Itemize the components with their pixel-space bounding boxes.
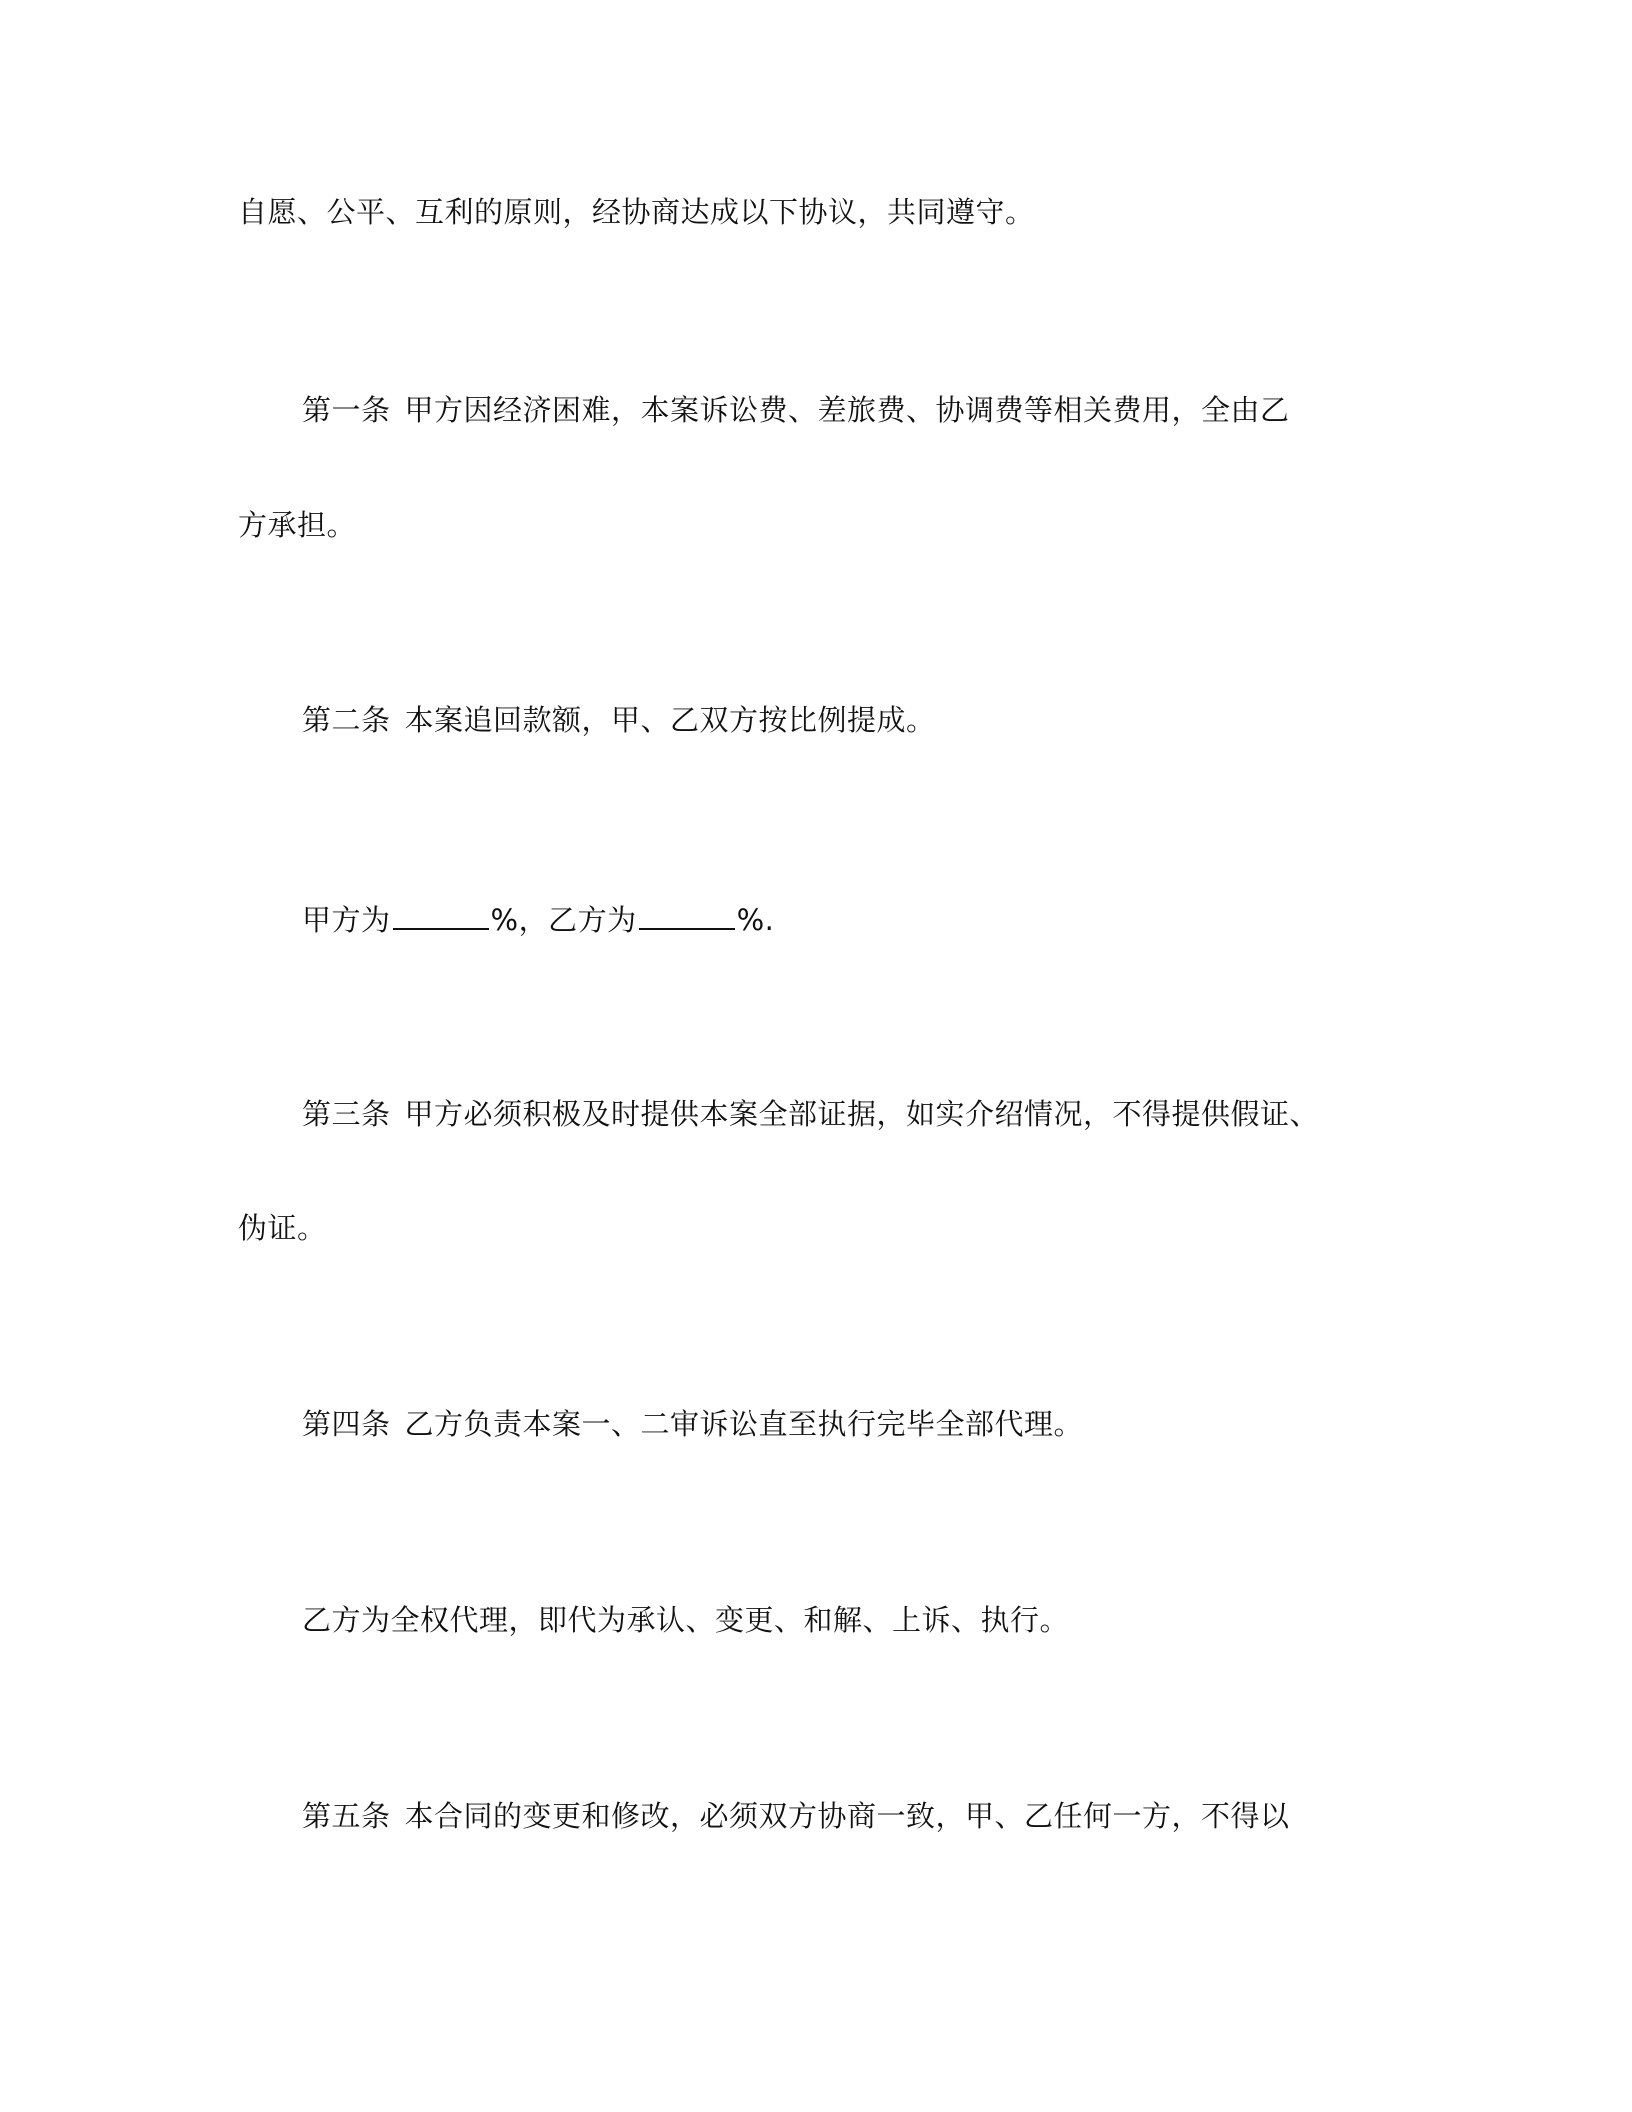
article-3-label: 第三条 — [302, 1097, 391, 1131]
article-4-text: 乙方负责本案一、二审诉讼直至执行完毕全部代理。 — [404, 1407, 1084, 1441]
article-1-label: 第一条 — [302, 393, 391, 427]
article-1-line-1 — [302, 390, 1290, 430]
article-4-text-extra: 乙方为全权代理，即代为承认、变更、和解、上诉、执行。 — [302, 1603, 1070, 1637]
article-1-text-continued: 方承担。 — [238, 508, 357, 542]
party-a-ratio-blank — [393, 898, 489, 930]
article-3-line-1 — [302, 1094, 1319, 1134]
article-4-line-1 — [302, 1404, 1083, 1444]
article-5-line-1 — [302, 1796, 1290, 1836]
intro-line — [238, 192, 1035, 232]
article-5-text: 本合同的变更和修改，必须双方协商一致，甲、乙任何一方，不得以 — [404, 1799, 1290, 1833]
article-4-label: 第四条 — [302, 1407, 391, 1441]
article-2-ratio-line — [302, 898, 774, 940]
intro-text: 自愿、公平、互利的原则，经协商达成以下协议，共同遵守。 — [238, 195, 1035, 229]
article-2-text: 本案追回款额，甲、乙双方按比例提成。 — [404, 703, 936, 737]
party-a-ratio-prefix: 甲方为 — [302, 903, 391, 937]
article-3-text-continued: 伪证。 — [238, 1211, 327, 1245]
party-b-ratio-blank — [639, 898, 735, 930]
article-3-line-2 — [238, 1208, 327, 1248]
article-5-label: 第五条 — [302, 1799, 391, 1833]
article-1-line-2 — [238, 505, 356, 545]
article-3-text: 甲方必须积极及时提供本案全部证据，如实介绍情况，不得提供假证、 — [404, 1097, 1320, 1131]
article-2-label: 第二条 — [302, 703, 391, 737]
party-b-ratio-suffix: %. — [736, 903, 775, 937]
article-1-text: 甲方因经济困难，本案诉讼费、差旅费、协调费等相关费用，全由乙 — [404, 393, 1290, 427]
article-2-line-1 — [302, 700, 936, 740]
party-a-ratio-suffix: %，乙方为 — [490, 903, 637, 937]
article-4-line-2 — [302, 1600, 1069, 1640]
